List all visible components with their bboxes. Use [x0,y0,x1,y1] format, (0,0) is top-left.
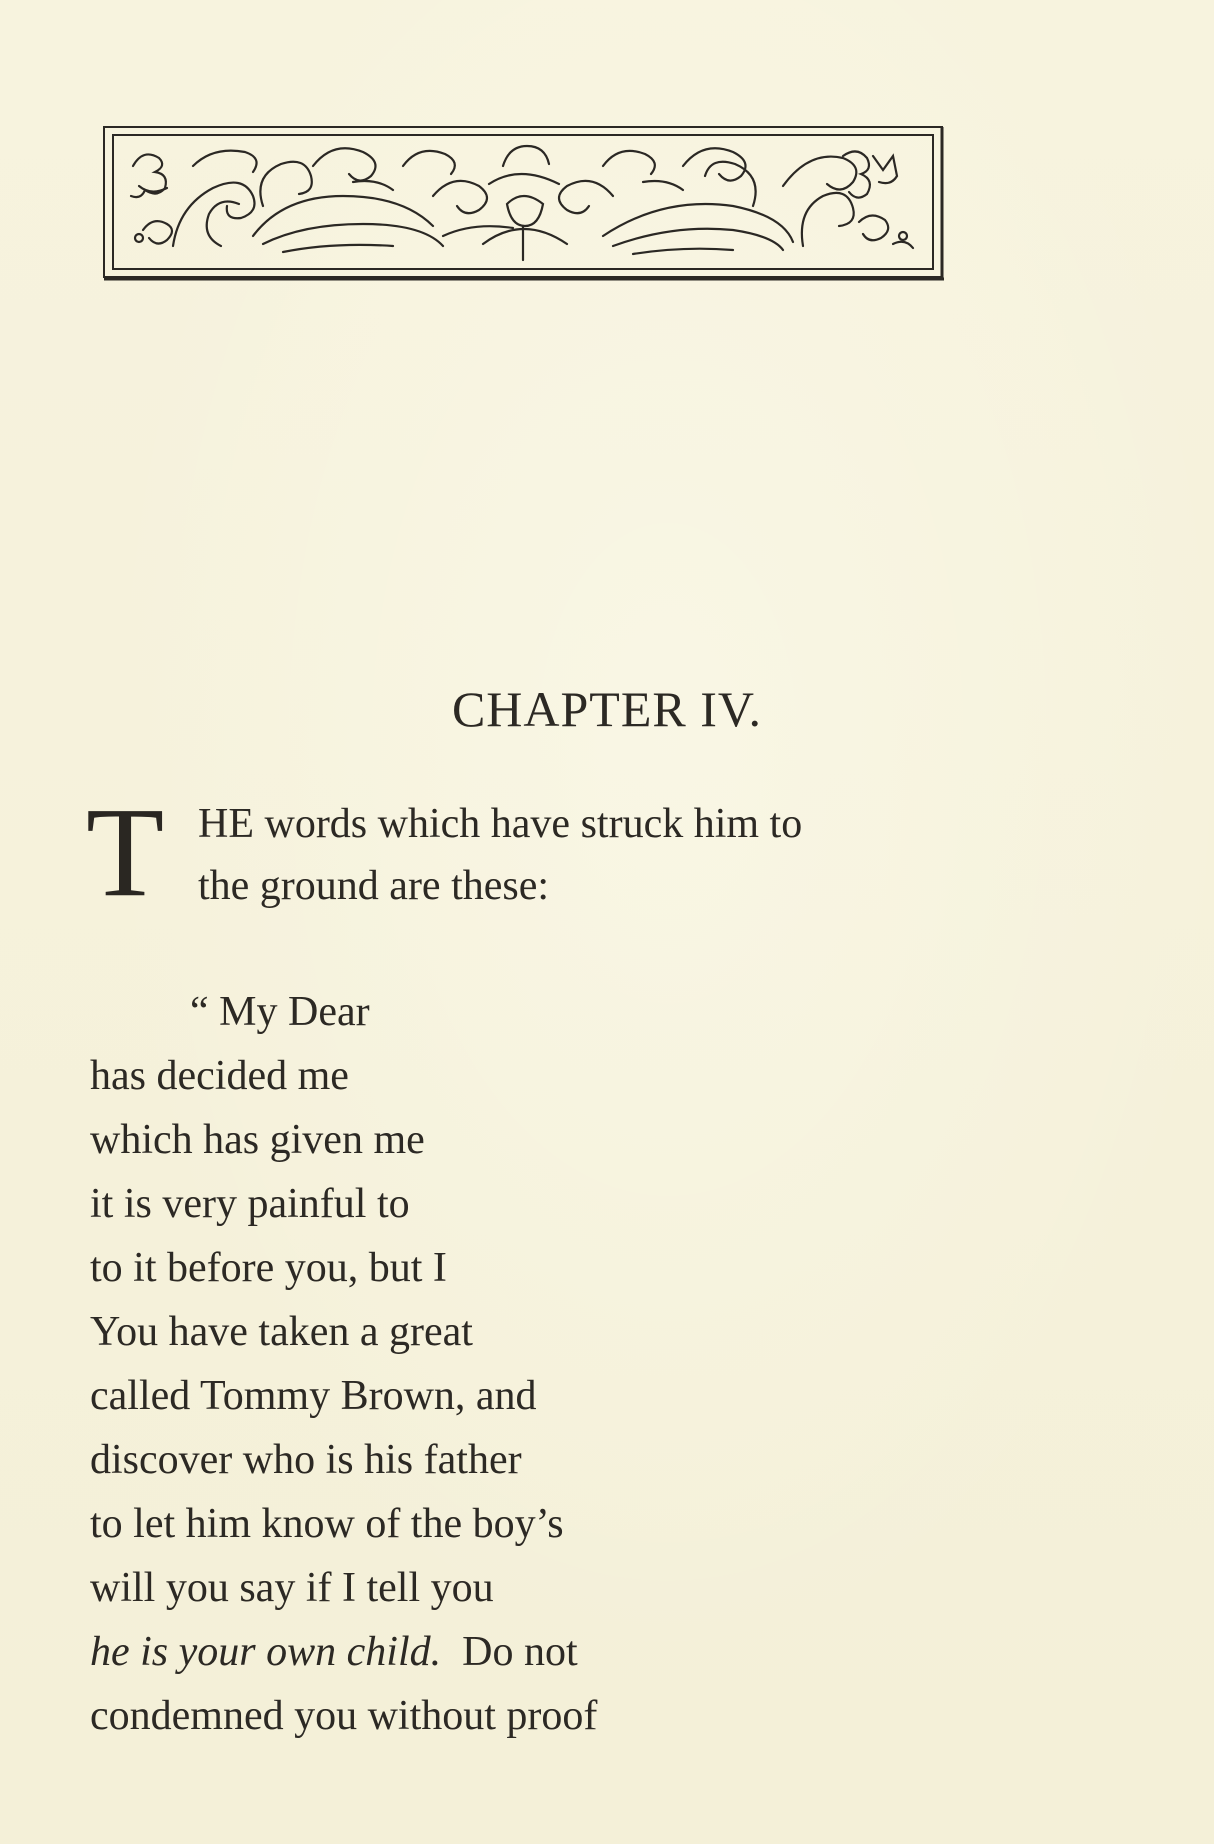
letter-line: to let him know of the boy’s [90,1501,564,1547]
letter-line: has decided me [90,1053,349,1099]
letter-line: to it before you, but I [90,1245,447,1291]
letter-line-italic [90,1628,578,1676]
drop-cap: T [86,781,165,923]
letter-line: it is very painful to [90,1181,410,1227]
letter-line-last: condemned you without proof [90,1693,598,1739]
letter-line: which has given me [90,1117,425,1163]
opening-line-1: HE words which have struck him to [198,801,803,847]
floral-scroll-headpiece-icon [103,126,945,282]
italic-phrase: he is your own child. [90,1629,442,1675]
after-italic-text: Do not [462,1629,578,1675]
letter-line: You have taken a great [90,1309,473,1355]
opening-line-2: the ground are these: [198,863,550,909]
letter-line: discover who is his father [90,1437,522,1483]
chapter-heading: CHAPTER IV. [451,681,763,737]
letter-salutation: “ My Dear [190,989,370,1035]
letter-line: called Tommy Brown, and [90,1373,537,1419]
letter-line: will you say if I tell you [90,1565,494,1611]
